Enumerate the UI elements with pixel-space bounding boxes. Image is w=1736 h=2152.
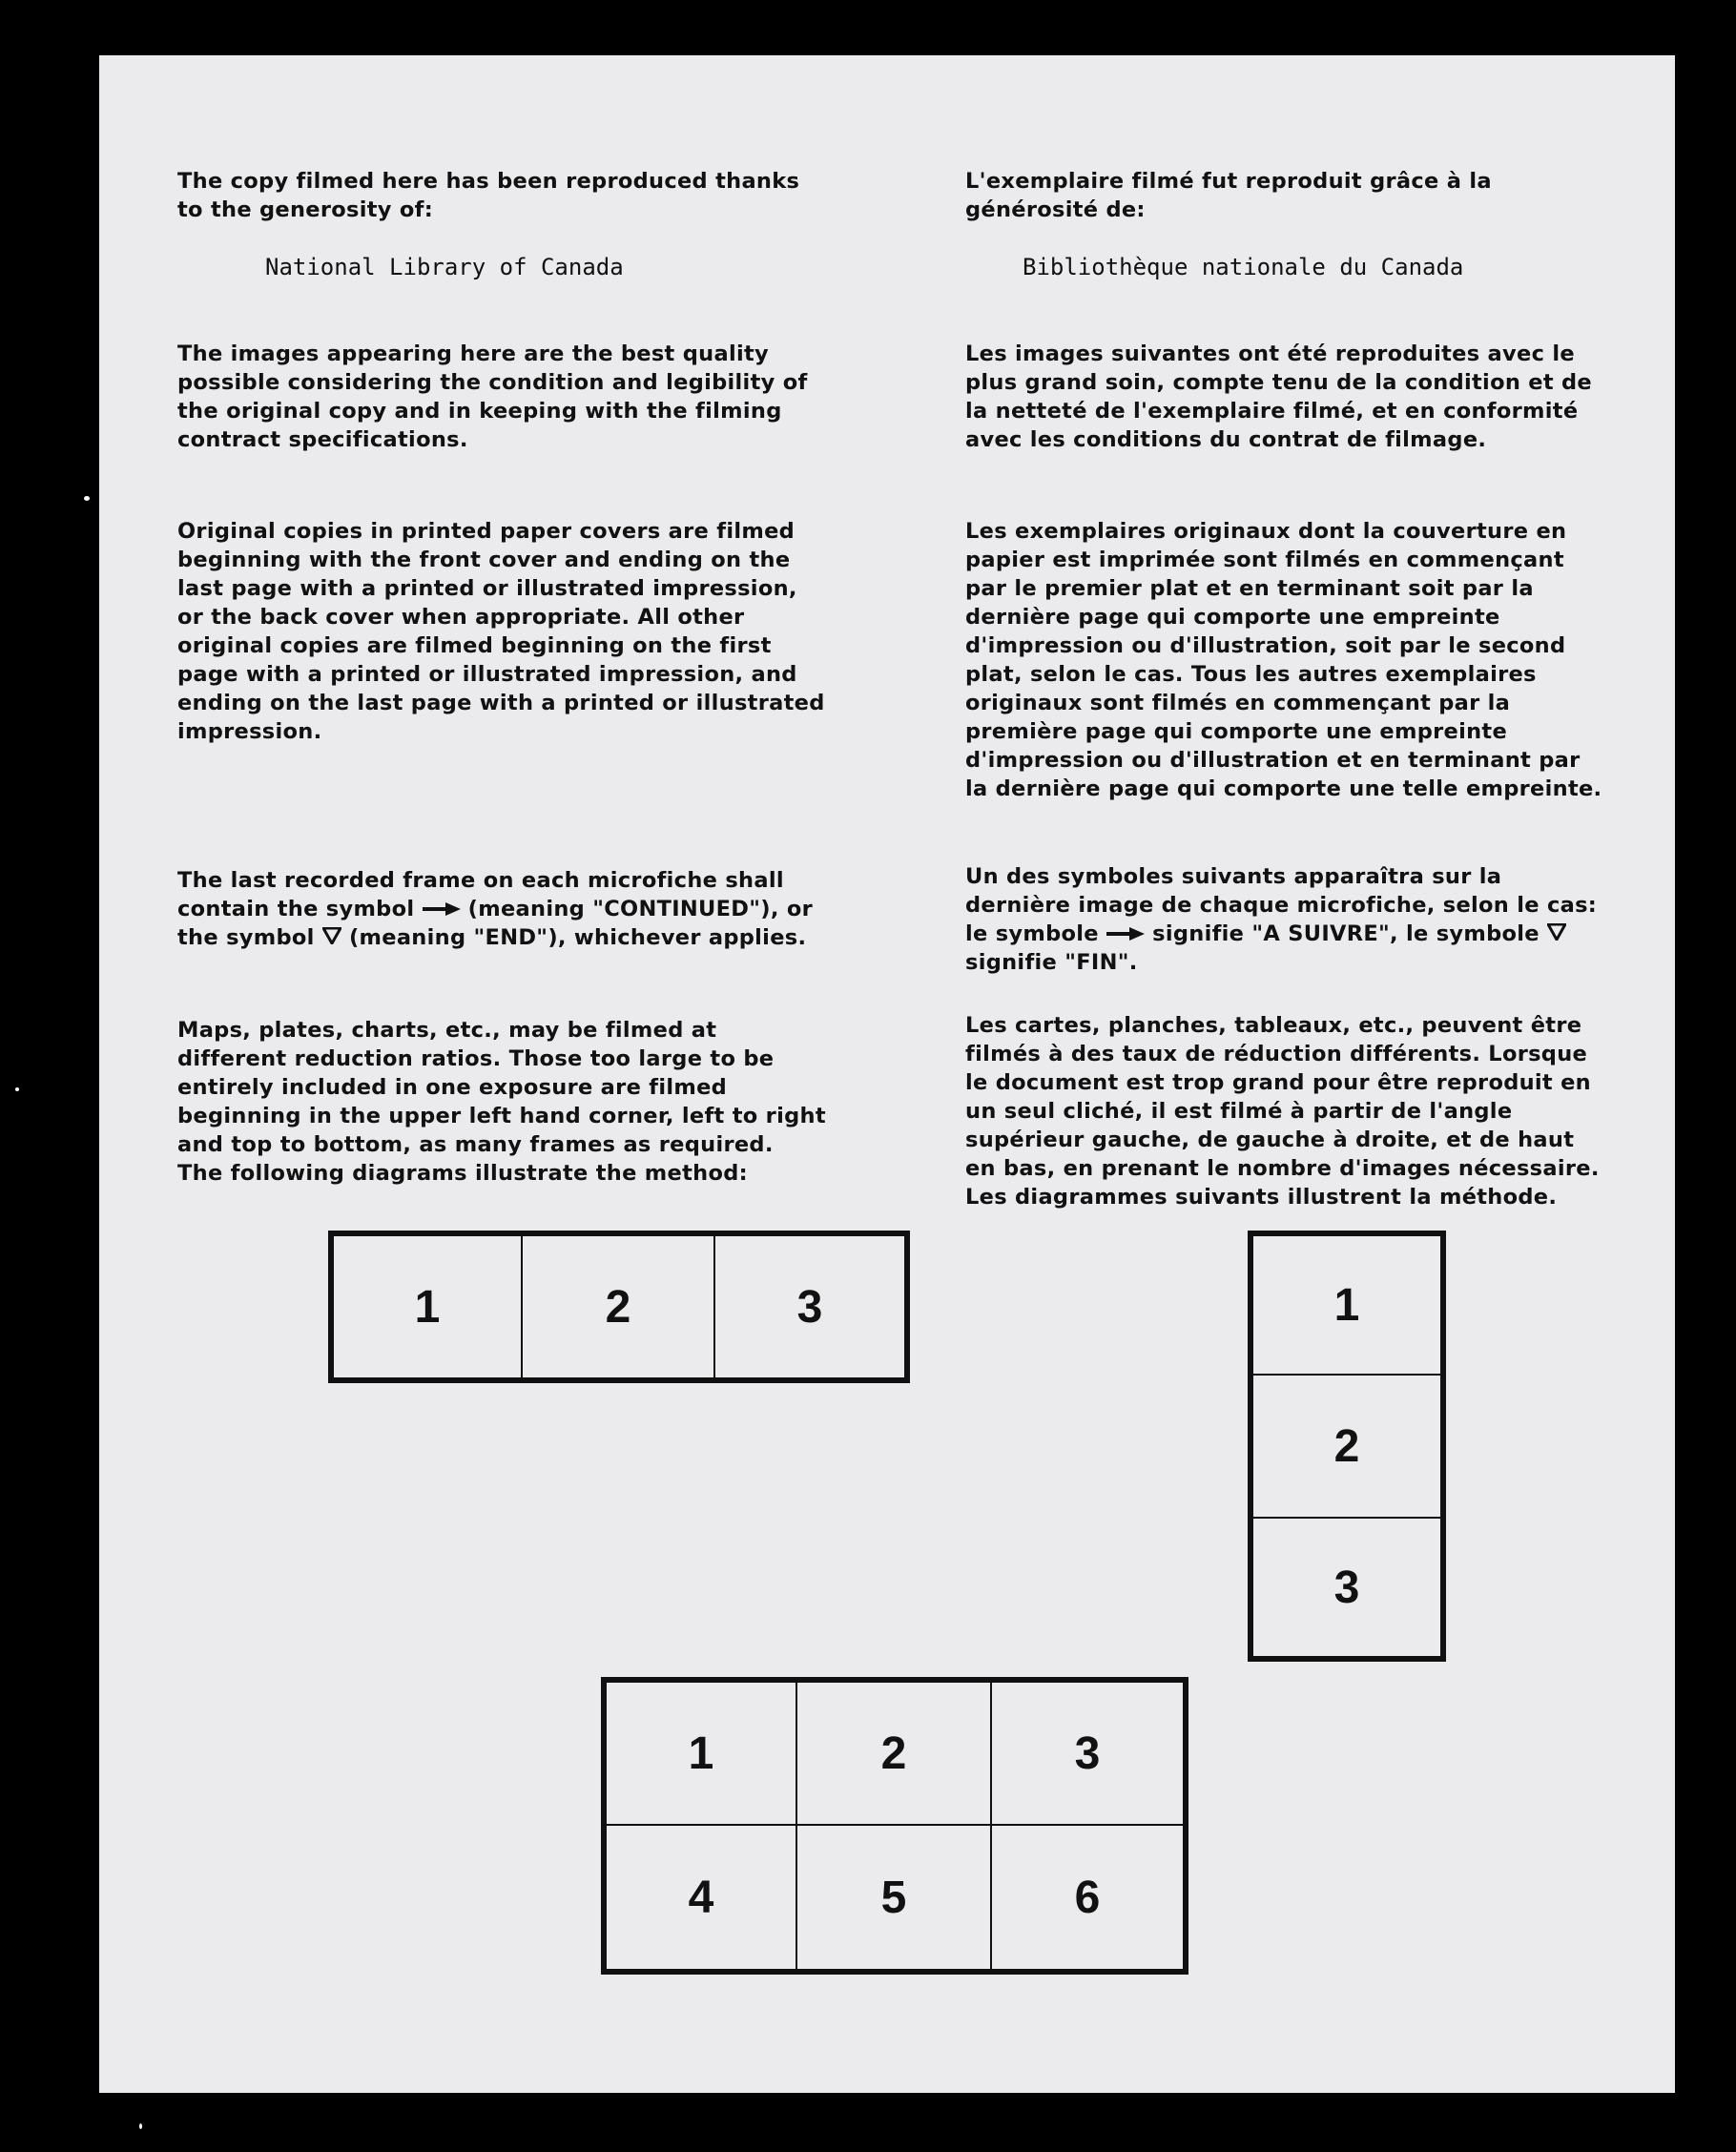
french-quality-paragraph: Les images suivantes ont été reproduites avec le plus grand soin, compte tenu de la condition et de la netteté de l'exemplaire filmé, et en conformité avec les conditions du contrat de filmage. — [965, 341, 1592, 452]
down-triangle-icon — [322, 923, 341, 952]
down-triangle-icon — [1547, 920, 1566, 948]
diagram-cell: 4 — [605, 1824, 797, 1971]
french-library-name: Bibliothèque nationale du Canada — [1023, 254, 1464, 280]
diagram-horizontal — [328, 1231, 910, 1383]
diagram-cell: 2 — [521, 1234, 715, 1379]
english-originals-paragraph: Original copies in printed paper covers are filmed beginning with the front cover and ending on the last page with a printed or illustrated impression, or the back cover when appropriate. All other original copies are filmed beginning on the first page with a printed or illustrated impression, and ending on the last page with a printed or illustrated impression. — [177, 519, 825, 744]
dust-speck — [84, 496, 90, 501]
french-originals-paragraph: Les exemplaires originaux dont la couverture en papier est imprimée sont filmés en commençant par le premier plat et en terminant soit par la dernière page qui comporte une empreinte d'impression ou d'illustration, soit par le second plat, selon le cas. Tous les autres exemplaires originaux sont filmés en commençant par la première page qui comporte une empreinte d'impression ou d'illustration et en terminant par la dernière page qui comporte une telle empreinte. — [965, 519, 1602, 801]
english-maps-paragraph: Maps, plates, charts, etc., may be filmed at different reduction ratios. Those too large to be entirely included in one exposure are filmed beginning in the upper left hand corner, left to right and top to bottom, as many frames as required. The following diagrams illustrate the method: — [177, 1018, 826, 1186]
diagram-grid — [601, 1677, 1188, 1975]
diagram-cell: 5 — [796, 1824, 992, 1971]
english-symbols-part-c: (meaning "END"), whichever applies. — [348, 925, 807, 950]
french-symbols-paragraph — [965, 862, 1604, 977]
diagram-cell: 3 — [1251, 1517, 1442, 1658]
diagram-cell: 2 — [796, 1681, 992, 1826]
french-symbols-part-a: Un des symboles suivants apparaîtra sur la dernière image de chaque microfiche, selon le cas: le symbole — [965, 864, 1598, 946]
english-intro: The copy filmed here has been reproduced thanks to the generosity of: — [177, 169, 800, 222]
english-library-name: National Library of Canada — [265, 254, 624, 280]
english-quality-paragraph: The images appearing here are the best quality possible considering the condition and legibility of the original copy and in keeping with the filming contract specifications. — [177, 341, 808, 452]
diagram-cell: 2 — [1251, 1374, 1442, 1519]
arrow-right-icon — [423, 895, 461, 923]
diagram-cell: 3 — [713, 1234, 906, 1379]
dust-speck — [15, 1087, 19, 1091]
french-symbols-part-b: signifie "A SUIVRE", le symbole — [1152, 921, 1540, 946]
diagram-vertical — [1248, 1231, 1446, 1662]
french-intro: L'exemplaire filmé fut reproduit grâce à la générosité de: — [965, 169, 1492, 222]
english-symbols-paragraph — [177, 866, 826, 952]
diagram-cell: 3 — [990, 1681, 1185, 1826]
diagram-cell: 1 — [1251, 1234, 1442, 1376]
diagram-cell: 1 — [332, 1234, 523, 1379]
microfiche-target-sheet — [99, 55, 1675, 2093]
arrow-right-icon — [1106, 920, 1145, 948]
diagram-cell: 1 — [605, 1681, 797, 1826]
french-maps-paragraph: Les cartes, planches, tableaux, etc., peuvent être filmés à des taux de réduction différents. Lorsque le document est trop grand pour être reproduit en un seul cliché, il est filmé à partir de l'angle supérieur gauche, de gauche à droite, et de haut en bas, en prenant le nombre d'images nécessaire. Les diagrammes suivants illustrent la méthode. — [965, 1013, 1600, 1210]
diagram-cell: 6 — [990, 1824, 1185, 1971]
english-symbols-part-b: (meaning "CONTINUED"), or the symbol — [177, 897, 814, 950]
english-symbols-part-a: The last recorded frame on each microfiche shall contain the symbol — [177, 868, 784, 921]
french-symbols-part-c: signifie "FIN". — [965, 950, 1138, 975]
dust-speck — [139, 2123, 142, 2129]
